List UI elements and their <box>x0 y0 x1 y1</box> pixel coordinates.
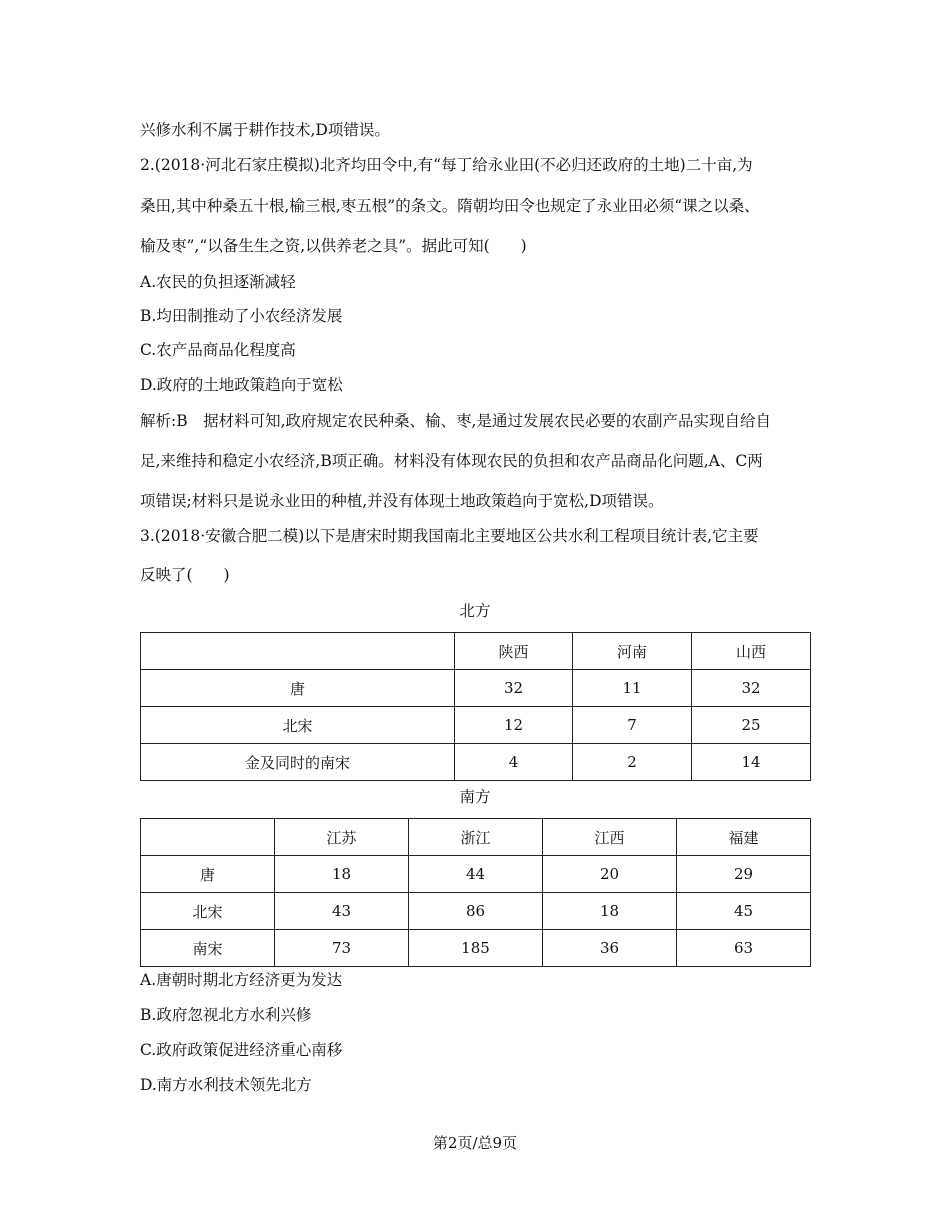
table-header-cell: 福建 <box>677 819 811 856</box>
table-cell: 36 <box>543 930 677 967</box>
table-header-cell <box>141 819 275 856</box>
table-header-cell: 河南 <box>573 633 692 670</box>
table-cell: 32 <box>692 670 811 707</box>
question-2-explanation-line1: 解析:B 据材料可知,政府规定农民种桑、榆、枣,是通过发展农民必要的农副产品实现自给自 <box>140 412 771 430</box>
table-cell: 25 <box>692 707 811 744</box>
question-2-stem-line3: 榆及枣”,“以备生生之资,以供养老之具”。据此可知( ) <box>140 237 527 255</box>
table-cell: 12 <box>455 707 573 744</box>
footer-prefix: 第 <box>432 1134 448 1152</box>
question-2-stem-line2: 桑田,其中种桑五十根,榆三根,枣五根”的条文。隋朝均田令也规定了永业田必须“课之以桑、 <box>140 197 760 215</box>
footer-page-number: 2 <box>447 1134 458 1152</box>
question-3-stem-line2: 反映了( ) <box>140 566 230 584</box>
table-header-cell: 陕西 <box>455 633 573 670</box>
table-cell: 20 <box>543 856 677 893</box>
footer-suffix: 页 <box>502 1134 518 1152</box>
table-cell: 45 <box>677 893 811 930</box>
table-row <box>141 856 811 893</box>
question-3-option-a: A.唐朝时期北方经济更为发达 <box>140 971 343 989</box>
table-cell: 唐 <box>141 856 275 893</box>
question-2-explanation-line2: 足,来维持和稳定小农经济,B项正确。材料没有体现农民的负担和农产品商品化问题,A、C两 <box>140 452 763 470</box>
table-header-cell <box>141 633 455 670</box>
footer-mid: 页/总 <box>457 1134 493 1152</box>
north-table-caption: 北方 <box>459 602 491 620</box>
footer-page-total: 9 <box>492 1134 503 1152</box>
table-cell: 43 <box>275 893 409 930</box>
question-2-stem-line1: 2.(2018·河北石家庄模拟)北齐均田令中,有“每丁给永业田(不必归还政府的土地)二十亩,为 <box>140 156 753 174</box>
question-3-option-d: D.南方水利技术领先北方 <box>140 1076 312 1094</box>
table-cell: 2 <box>573 744 692 781</box>
table-row <box>141 707 811 744</box>
question-3-option-b: B.政府忽视北方水利兴修 <box>140 1006 312 1024</box>
table-header-row <box>141 819 811 856</box>
table-cell: 11 <box>573 670 692 707</box>
table-cell: 86 <box>409 893 543 930</box>
table-header-cell: 浙江 <box>409 819 543 856</box>
table-header-cell: 山西 <box>692 633 811 670</box>
table-cell: 18 <box>275 856 409 893</box>
table-cell: 63 <box>677 930 811 967</box>
table-cell: 金及同时的南宋 <box>141 744 455 781</box>
table-cell: 14 <box>692 744 811 781</box>
south-table <box>140 818 811 967</box>
table-header-cell: 江苏 <box>275 819 409 856</box>
table-cell: 73 <box>275 930 409 967</box>
table-row <box>141 670 811 707</box>
question-3-option-c: C.政府政策促进经济重心南移 <box>140 1041 343 1059</box>
table-cell: 32 <box>455 670 573 707</box>
table-cell: 唐 <box>141 670 455 707</box>
table-cell: 18 <box>543 893 677 930</box>
question-2-option-d: D.政府的土地政策趋向于宽松 <box>140 376 343 394</box>
table-header-row <box>141 633 811 670</box>
table-row <box>141 930 811 967</box>
table-cell: 南宋 <box>141 930 275 967</box>
south-table-caption: 南方 <box>459 788 491 806</box>
question-3-stem-line1: 3.(2018·安徽合肥二模)以下是唐宋时期我国南北主要地区公共水利工程项目统计表,它主要 <box>140 527 759 545</box>
north-table <box>140 632 811 781</box>
page-footer <box>0 1132 950 1153</box>
table-cell: 29 <box>677 856 811 893</box>
question-2-option-a: A.农民的负担逐渐减轻 <box>140 273 296 291</box>
table-header-cell: 江西 <box>543 819 677 856</box>
question-2-option-c: C.农产品商品化程度高 <box>140 341 296 359</box>
paragraph-continuation: 兴修水利不属于耕作技术,D项错误。 <box>140 121 390 139</box>
table-cell: 4 <box>455 744 573 781</box>
table-cell: 185 <box>409 930 543 967</box>
table-row <box>141 744 811 781</box>
table-cell: 44 <box>409 856 543 893</box>
table-cell: 北宋 <box>141 893 275 930</box>
table-cell: 7 <box>573 707 692 744</box>
question-2-option-b: B.均田制推动了小农经济发展 <box>140 307 343 325</box>
question-2-explanation-line3: 项错误;材料只是说永业田的种植,并没有体现土地政策趋向于宽松,D项错误。 <box>140 492 664 510</box>
table-cell: 北宋 <box>141 707 455 744</box>
table-row <box>141 893 811 930</box>
